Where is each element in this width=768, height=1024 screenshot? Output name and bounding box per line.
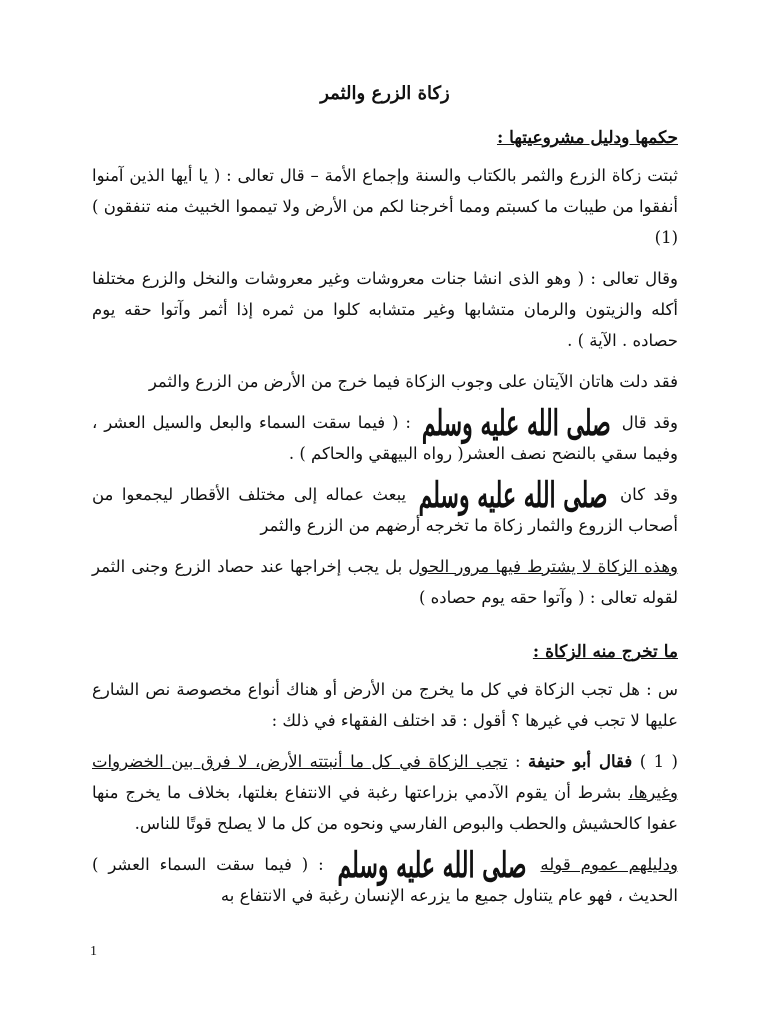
hadith-intro: وقد قال [621, 413, 678, 432]
section-heading-ruling: حكمها ودليل مشروعيتها : [496, 128, 678, 148]
section-heading-what-is-zakatable: ما تخرج منه الزكاة : [532, 642, 678, 662]
paragraph-question: س : هل تجب الزكاة في كل ما يخرج من الأرض أو هناك أنواع مخصوصة نص الشارع عليها لا تجب في غيرها ؟ أقول : قد اختلف الفقهاء في ذلك : [92, 680, 678, 730]
evidence-text: : ( فيما سقت السماء العشر ) الحديث ، فهو عام يتناول جميع ما يزرعه الإنسان رغبة في الانتفاع به [92, 855, 678, 905]
prophet-salutation-seal: صلى الله عليه وسلم [418, 474, 608, 517]
no-hawl-rest: بل يجب إخراجها عند حصاد الزرع وجنى الثمر لقوله تعالى : ( وآتوا حقه يوم حصاده ) [92, 557, 678, 607]
collectors-intro: وقد كان [620, 485, 679, 504]
paragraph-evidence [92, 844, 678, 911]
collectors-text: يبعث عماله إلى مختلف الأقطار ليجمعوا من أصحاب الزروع والثمار زكاة ما تخرجه أرضهم من الزرع والثمر [92, 485, 678, 535]
paragraph-abu-hanifa [92, 746, 678, 839]
prophet-salutation-seal: صلى الله عليه وسلم [421, 402, 611, 445]
item-number: ( 1 ) [639, 752, 678, 771]
abu-hanifa-ruling: تجب الزكاة في كل ما أنبتته الأرض، لا فرق بين الخضروات وغيرها، [92, 752, 678, 802]
colon: : [507, 752, 528, 771]
paragraph-collectors [92, 474, 679, 541]
page-number: 1 [90, 944, 97, 959]
evidence-underlined: ودليلهم عموم قوله [540, 855, 678, 874]
paragraph-verses-conclusion: فقد دلت هاتان الآيتان على وجوب الزكاة فيما خرج من الأرض من الزرع والثمر [148, 372, 678, 391]
abu-hanifa-label: فقال أبو حنيفة [527, 752, 633, 771]
hadith-text: : ( فيما سقت السماء والبعل والسيل العشر ، وفيما سقي بالنضح نصف العشر( رواه البيهقي والحاكم ) . [92, 413, 678, 463]
document-title: زكاة الزرع والثمر [320, 83, 450, 104]
abu-hanifa-condition: بشرط أن يقوم الآدمي بزراعتها رغبة في الانتفاع بغلتها، بخلاف ما يخرج منها عفوا كالحشيش والحطب والبوص الفارسي ونحوه من كل ما لا يصلح قوتًا للناس. [92, 783, 678, 833]
document-page [92, 78, 678, 921]
paragraph-quran-verse-1: ثبتت زكاة الزرع والثمر بالكتاب والسنة وإجماع الأمة – قال تعالى : ( يا أيها الذين آمنوا أنفقوا من طيبات ما كسبتم ومما أخرجنا لكم من الأرض ولا تيمموا الخبيث منه تنفقون ) (1) [92, 166, 678, 247]
paragraph-quran-verse-2: وقال تعالى : ( وهو الذى انشا جنات معروشات وغير معروشات والنخل والزرع مختلفا أكله والزيتون والرمان متشابها وغير متشابه كلوا من ثمره إذا أثمر وآتوا حقه يوم حصاده . الآية ) . [92, 269, 678, 350]
prophet-salutation-seal: صلى الله عليه وسلم [337, 844, 527, 887]
no-hawl-underlined: وهذه الزكاة لا يشترط فيها مرور الحول [408, 557, 679, 576]
paragraph-no-hawl [92, 551, 678, 613]
paragraph-hadith-tithe [92, 402, 678, 469]
